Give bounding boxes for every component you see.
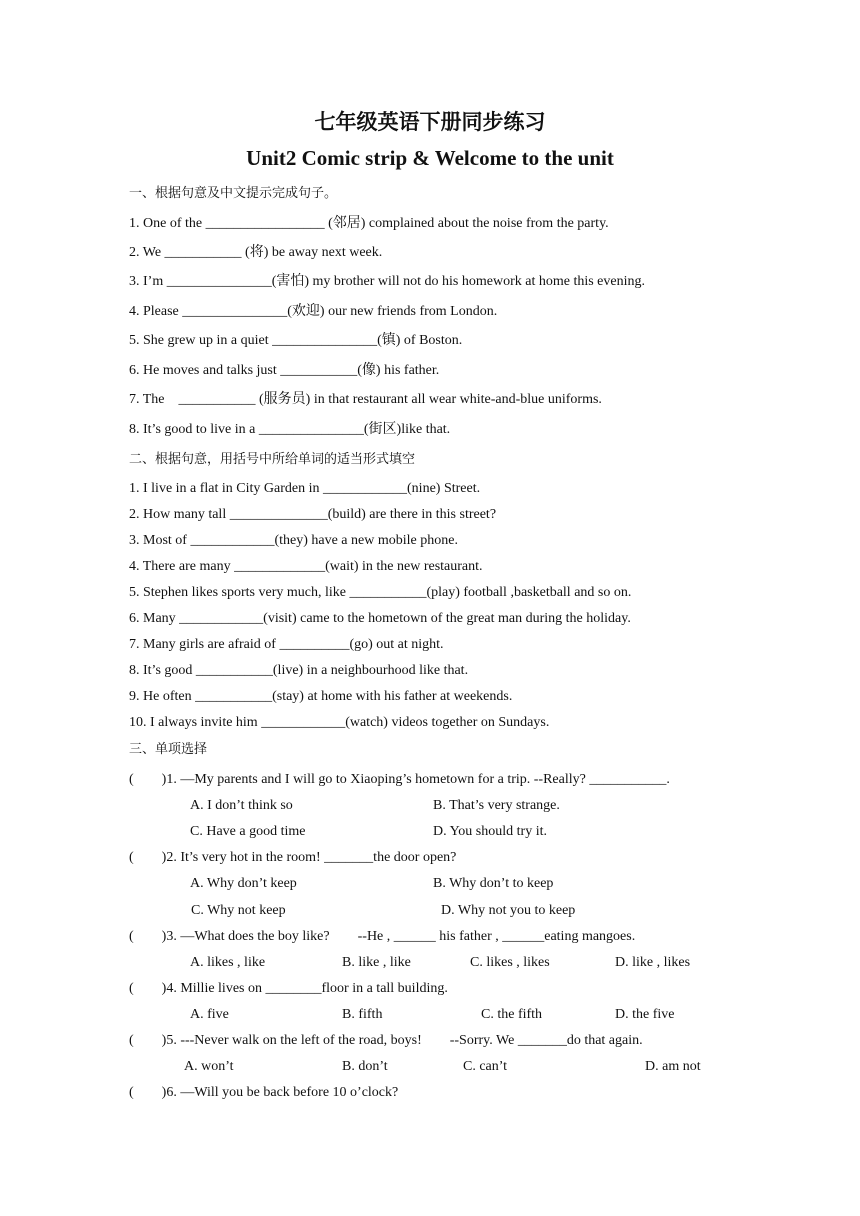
section1-item: 8. It’s good to live in a _______________(街区)like that. [129, 422, 451, 437]
question-stem: ( )3. —What does the boy like? --He , ______ his father , ______eating mangoes. [129, 929, 636, 944]
section1-heading: 一、根据句意及中文提示完成句子。 [129, 186, 338, 201]
question-stem: ( )6. —Will you be back before 10 o’clock? [129, 1085, 399, 1100]
section2-item: 4. There are many _____________(wait) in the new restaurant. [129, 559, 483, 574]
question-option: A. five [190, 1007, 229, 1022]
section2-item: 3. Most of ____________(they) have a new mobile phone. [129, 533, 458, 548]
section2-item: 10. I always invite him ____________(watch) videos together on Sundays. [129, 715, 550, 730]
question-option: C. the fifth [481, 1007, 543, 1022]
section2-item: 2. How many tall ______________(build) are there in this street? [129, 507, 497, 522]
page-title: 七年级英语下册同步练习 [314, 110, 546, 134]
section2-item: 6. Many ____________(visit) came to the hometown of the great man during the holiday. [129, 611, 631, 626]
question-option: B. don’t [342, 1059, 388, 1074]
section1-item: 7. The ___________ (服务员) in that restaurant all wear white-and-blue uniforms. [129, 392, 602, 407]
section1-item: 4. Please _______________(欢迎) our new friends from London. [129, 304, 498, 319]
section2-item: 7. Many girls are afraid of __________(go) out at night. [129, 637, 444, 652]
question-stem: ( )4. Millie lives on ________floor in a tall building. [129, 981, 448, 996]
question-option: D. You should try it. [433, 824, 547, 839]
question-option: A. I don’t think so [190, 798, 293, 813]
section2-item: 5. Stephen likes sports very much, like ___________(play) football ,basketball and so on. [129, 585, 632, 600]
section1-item: 2. We ___________ (将) be away next week. [129, 245, 383, 260]
question-stem: ( )1. —My parents and I will go to Xiaoping’s hometown for a trip. --Really? ___________. [129, 772, 670, 787]
section2-heading: 二、根据句意，用括号中所给单词的适当形式填空 [129, 452, 416, 467]
question-option: C. Have a good time [190, 824, 306, 839]
section2-item: 8. It’s good ___________(live) in a neighbourhood like that. [129, 663, 469, 678]
section1-item: 3. I’m _______________(害怕) my brother will not do his homework at home this evening. [129, 274, 645, 289]
question-option: D. am not [645, 1059, 701, 1074]
question-option: A. won’t [184, 1059, 234, 1074]
section1-item: 1. One of the _________________ (邻居) complained about the noise from the party. [129, 216, 609, 231]
page-subtitle: Unit2 Comic strip & Welcome to the unit [246, 146, 614, 170]
question-option: B. That’s very strange. [433, 798, 560, 813]
section2-item: 1. I live in a flat in City Garden in ____________(nine) Street. [129, 481, 481, 496]
question-option: A. Why don’t keep [190, 876, 297, 891]
question-option: C. Why not keep [191, 903, 286, 918]
question-stem: ( )5. ---Never walk on the left of the road, boys! --Sorry. We _______do that again. [129, 1033, 643, 1048]
question-stem: ( )2. It’s very hot in the room! _______the door open? [129, 850, 457, 865]
section2-item: 9. He often ___________(stay) at home with his father at weekends. [129, 689, 513, 704]
question-option: D. the five [615, 1007, 675, 1022]
question-option: D. Why not you to keep [441, 903, 576, 918]
question-option: B. like , like [342, 955, 411, 970]
question-option: C. can’t [463, 1059, 508, 1074]
question-option: D. like , likes [615, 955, 691, 970]
section1-item: 6. He moves and talks just ___________(像) his father. [129, 363, 440, 378]
section3-heading: 三、单项选择 [129, 742, 208, 757]
question-option: B. fifth [342, 1007, 383, 1022]
question-option: B. Why don’t to keep [433, 876, 554, 891]
section1-item: 5. She grew up in a quiet _______________(镇) of Boston. [129, 333, 463, 348]
question-option: A. likes , like [190, 955, 266, 970]
question-option: C. likes , likes [470, 955, 550, 970]
